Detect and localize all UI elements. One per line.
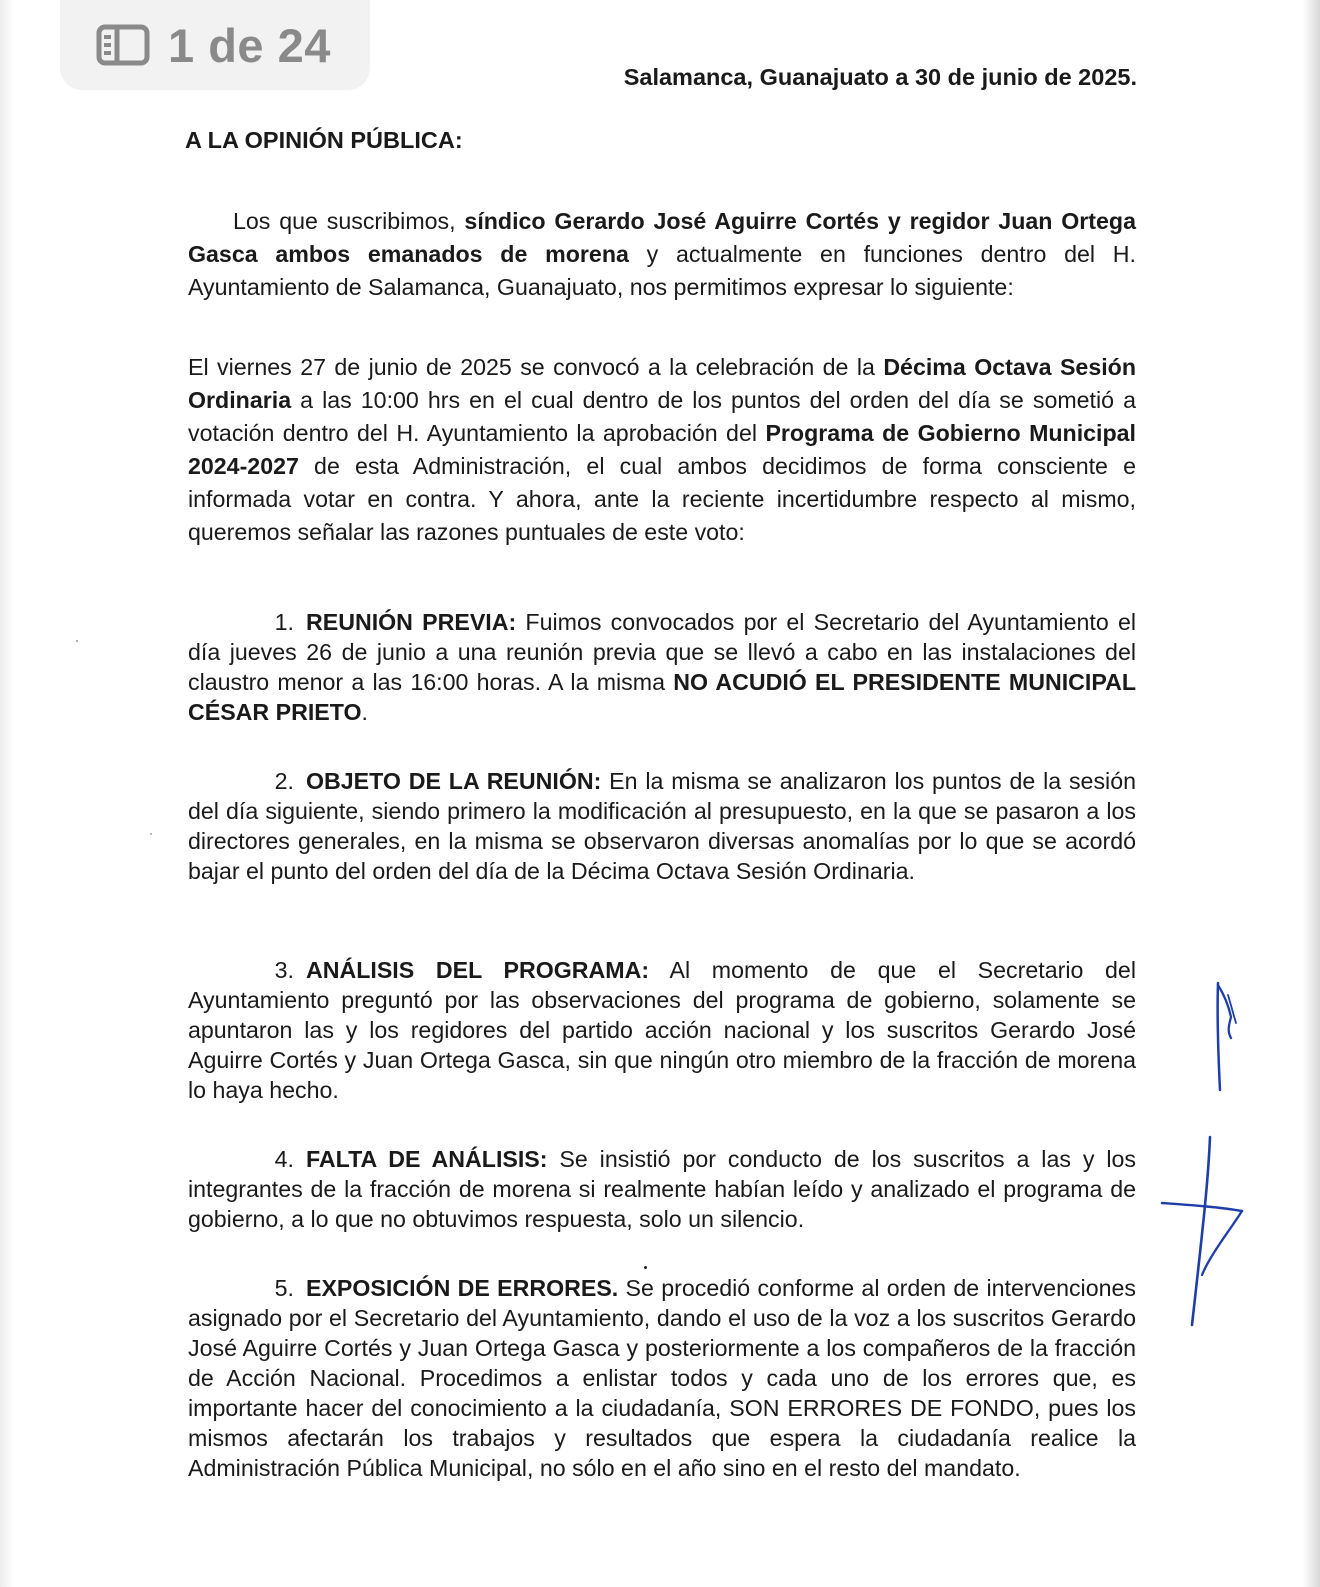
page-indicator-label: 1 de 24 [168,18,331,72]
page-indicator[interactable] [60,0,370,90]
context-text-2: a las 10:00 hrs en el cual dentro de los puntos del orden del día se sometió a votación dentro del H. Ayuntamiento la aprobación del [188,387,1136,446]
list-item-title: EXPOSICIÓN DE ERRORES. [306,1275,619,1301]
list-item-text: Se procedió conforme al orden de intervenciones asignado por el Secretario del Ayuntamiento, dando el uso de la voz a los suscritos Gerardo José Aguirre Cortés y Juan Ortega Gasca y posteriormente a los compañeros de la fracción de Acción Nacional. Procedimos a enlistar todos y cada uno de los errores que, es importante hacer del conocimiento a la ciudadanía, SON ERRORES DE FONDO, pues los mismos afectarán los trabajos y resultados que espera la ciudadanía realice la Administración Pública Municipal, no sólo en el año sino en el resto del mandato. [188,1275,1136,1481]
list-item [188,955,1136,1105]
page-edge-left [0,0,14,1587]
list-item [188,1144,1136,1234]
list-item [188,607,1136,727]
dateline: Salamanca, Guanajuato a 30 de junio de 2025. [623,64,1137,90]
intro-text-1: Los que suscribimos, [233,208,465,234]
initials-signature-1 [1190,975,1260,1095]
list-item-title: FALTA DE ANÁLISIS: [306,1146,548,1172]
intro-signers: síndico Gerardo José Aguirre Cortés y regidor Juan Ortega Gasca ambos emanados de morena [188,208,1136,267]
context-text-1: El viernes 27 de junio de 2025 se convocó a la celebración de la [188,354,884,380]
stray-mark [644,1266,647,1269]
list-item-text: Al momento de que el Secretario del Ayuntamiento preguntó por las observaciones del programa de gobierno, solamente se apuntaron las y los regidores del partido acción nacional y los suscritos Gerardo José Aguirre Cortés y Juan Ortega Gasca, sin que ningún otro miembro de la fracción de morena lo haya hecho. [188,957,1136,1103]
list-item [188,766,1136,886]
stray-mark [76,640,78,642]
intro-paragraph [188,205,1136,304]
context-program: Programa de Gobierno Municipal 2024-2027 [188,420,1136,479]
list-item-title: ANÁLISIS DEL PROGRAMA: [306,957,650,983]
list-item-title: REUNIÓN PREVIA: [306,609,517,635]
salutation: A LA OPINIÓN PÚBLICA: [185,127,463,153]
list-item [188,1273,1136,1483]
initials-signature-2 [1160,1135,1260,1335]
list-item-number: 1. [274,609,294,635]
list-item-number: 5. [274,1275,294,1301]
stray-mark [150,833,152,835]
context-text-3: de esta Administración, el cual ambos decidimos de forma consciente e informada votar en contra. Y ahora, ante la reciente incertidumbre respecto al mismo, queremos señalar las razones puntuales de este voto: [188,453,1136,545]
list-item-text: En la misma se analizaron los puntos de la sesión del día siguiente, siendo primero la modificación al presupuesto, en la que se pasaron a los directores generales, en la misma se observaron diversas anomalías por lo que se acordó bajar el punto del orden del día de la Décima Octava Sesión Ordinaria. [188,768,1136,884]
list-item-number: 4. [274,1146,294,1172]
list-item-text: Fuimos convocados por el Secretario del Ayuntamiento el día jueves 26 de junio a una reunión previa que se llevó a cabo en las instalaciones del claustro menor a las 16:00 horas. A la misma [188,609,1137,695]
list-item-emphasis: NO ACUDIÓ EL PRESIDENTE MUNICIPAL CÉSAR PRIETO [188,669,1136,725]
context-paragraph [188,351,1136,549]
list-item-title: OBJETO DE LA REUNIÓN: [306,768,602,794]
list-item-end: . [361,699,368,725]
page-edge-right [1302,0,1320,1587]
list-item-number: 3. [274,957,294,983]
list-item-text: Se insistió por conducto de los suscritos a las y los integrantes de la fracción de morena si realmente habían leído y analizado el programa de gobierno, a lo que no obtuvimos respuesta, solo un silencio. [188,1146,1136,1232]
list-item-number: 2. [274,768,294,794]
context-session: Décima Octava Sesión Ordinaria [188,354,1136,413]
sidebar-toggle-icon[interactable] [96,24,150,66]
intro-text-2: y actualmente en funciones dentro del H. Ayuntamiento de Salamanca, Guanajuato, nos permitimos expresar lo siguiente: [188,241,1136,300]
